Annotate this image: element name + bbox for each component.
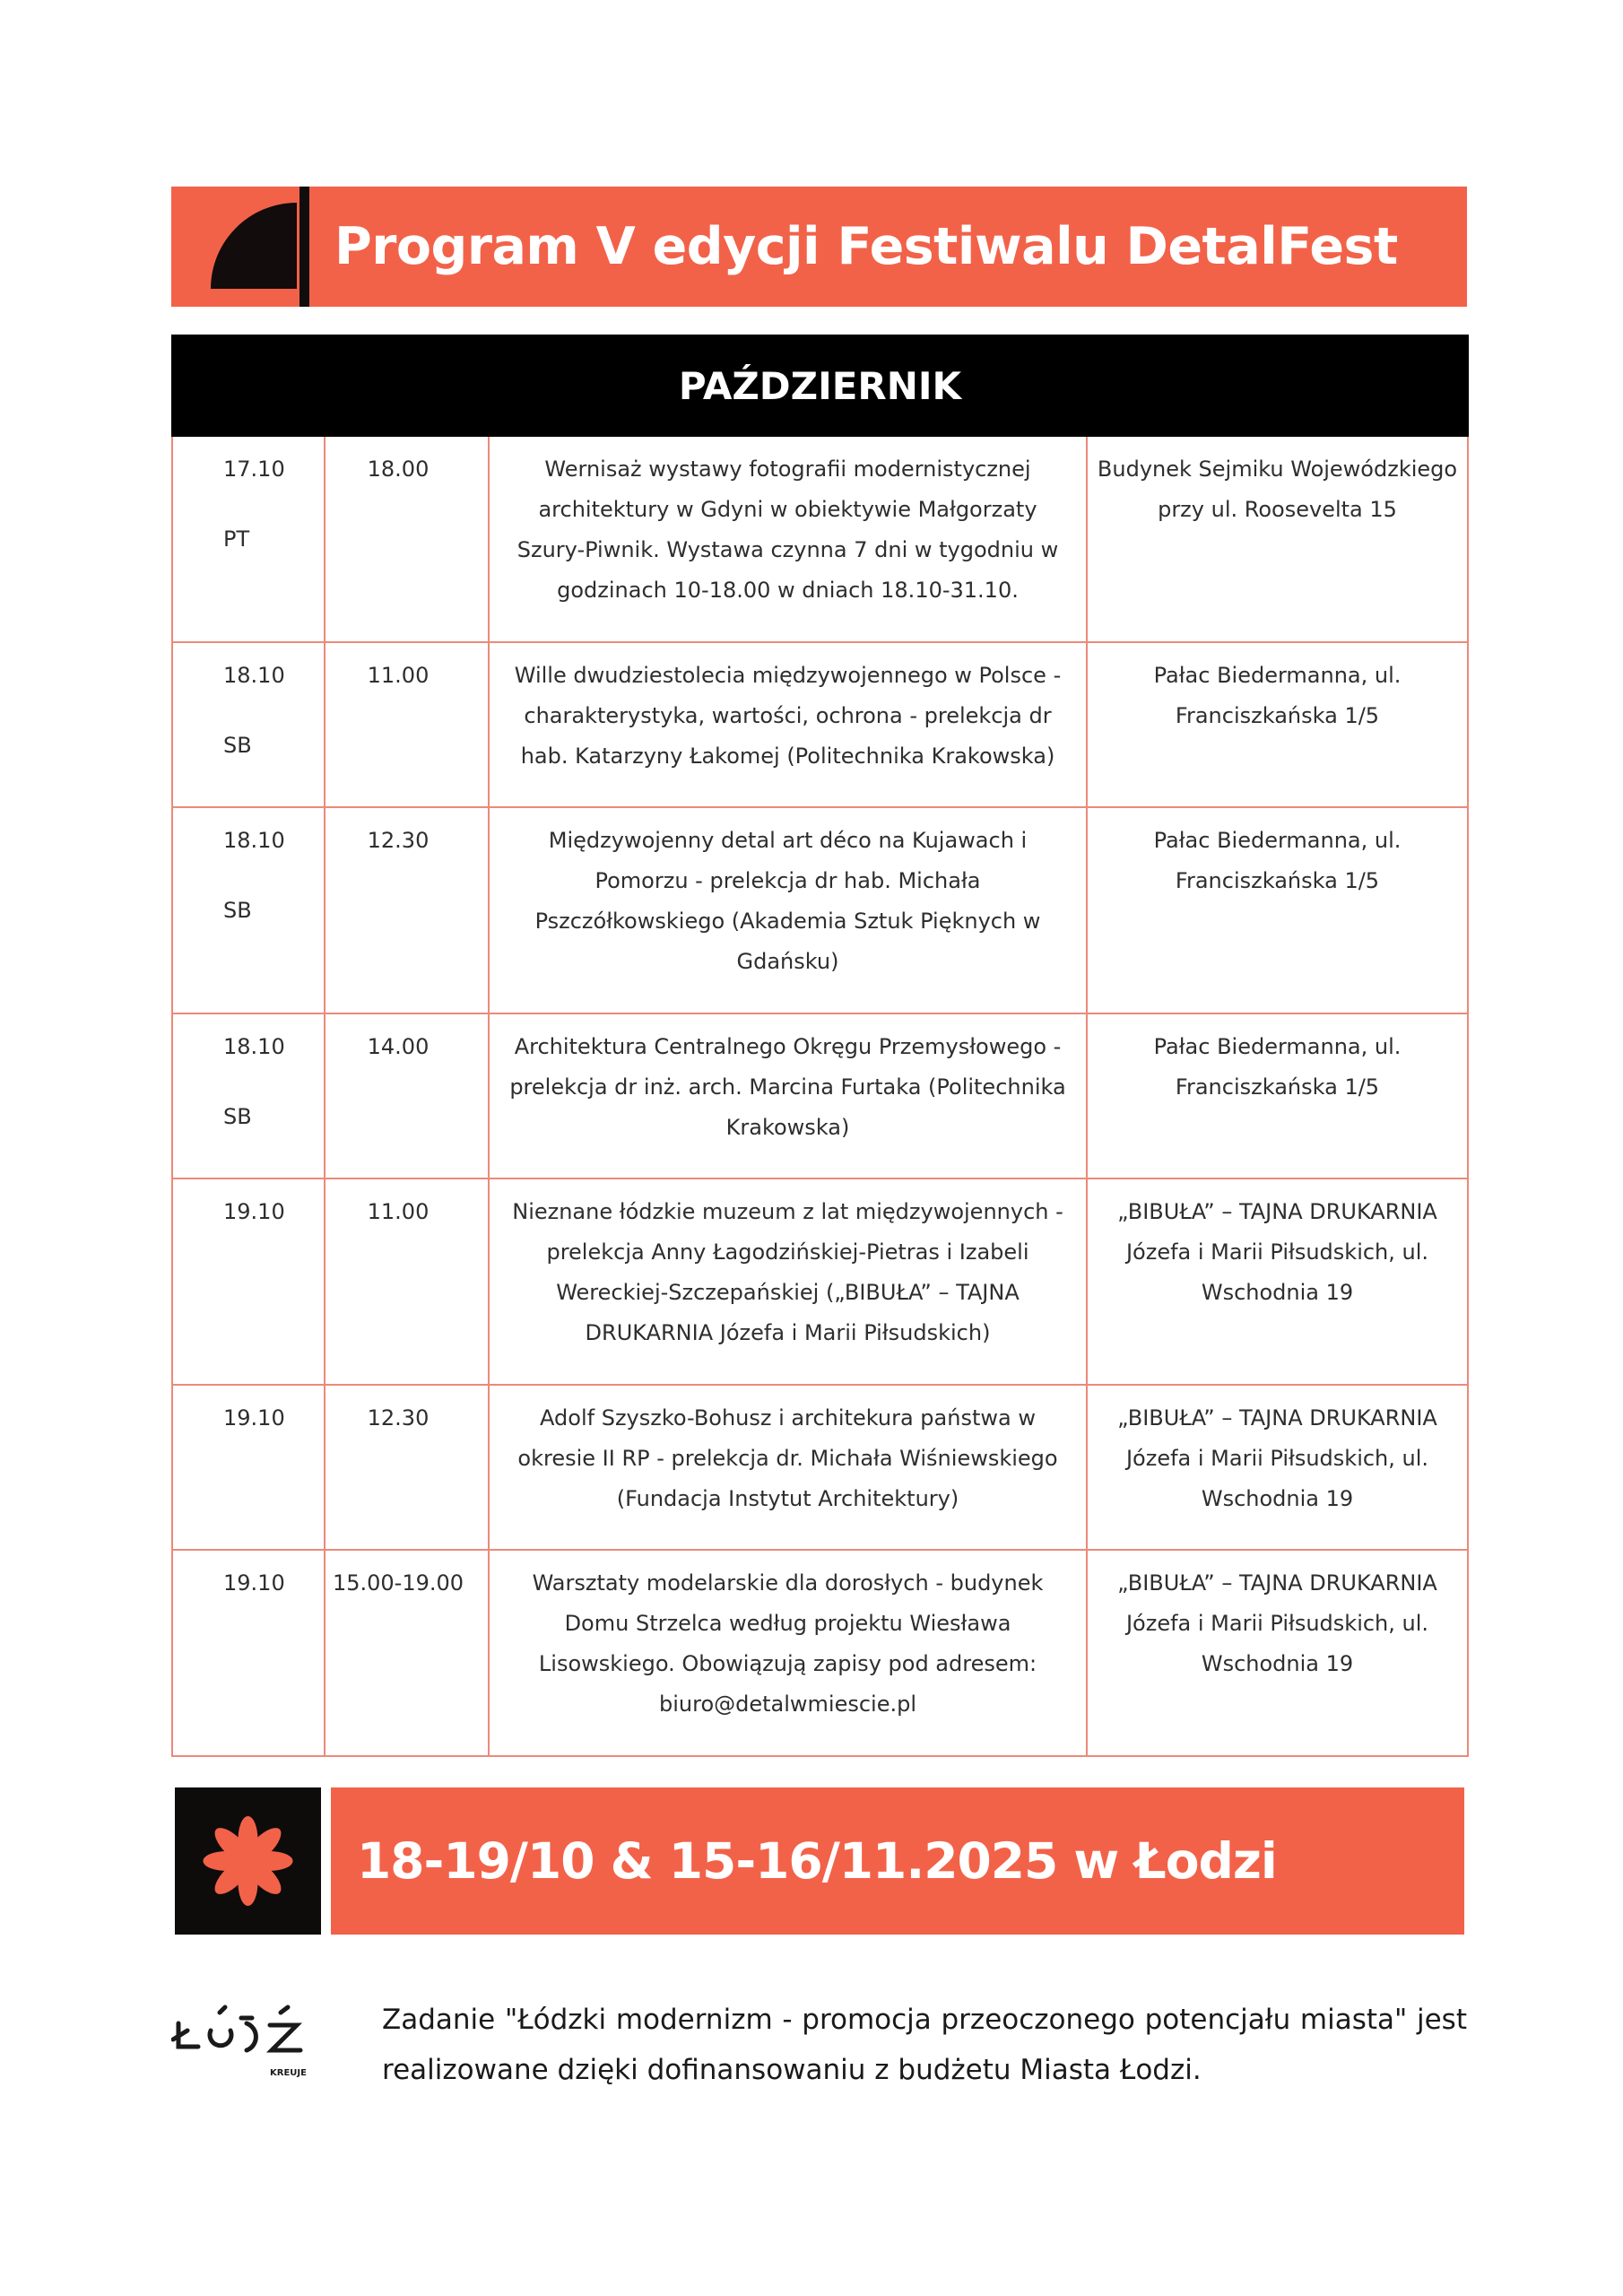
- date-cell: [172, 1385, 325, 1550]
- title-banner: [171, 187, 1467, 307]
- place-cell: „BIBUŁA” – TAJNA DRUKARNIA Józefa i Marii Piłsudskich, ul. Wschodnia 19: [1087, 1178, 1468, 1385]
- time-cell: 12.30: [325, 1385, 489, 1550]
- event-day: SB: [223, 733, 252, 758]
- funding-note: Zadanie "Łódzki modernizm - promocja przeoczonego potencjału miasta" jest realizowane dzięki dofinansowaniu z budżetu Miasta Łodzi.: [382, 2004, 1467, 2086]
- event-date: 19.10: [223, 1405, 285, 1431]
- event-date: 17.10: [223, 457, 285, 482]
- event-date: 19.10: [223, 1570, 285, 1596]
- date-cell: [172, 642, 325, 807]
- place-cell: Pałac Biedermanna, ul. Franciszkańska 1/5: [1087, 642, 1468, 807]
- description-cell: Architektura Centralnego Okręgu Przemysłowego - prelekcja dr inż. arch. Marcina Furtaka (Politechnika Krakowska): [489, 1013, 1087, 1178]
- table-row: [172, 1178, 1468, 1385]
- place-cell: Pałac Biedermanna, ul. Franciszkańska 1/5: [1087, 807, 1468, 1013]
- time-cell: 11.00: [325, 1178, 489, 1385]
- event-date: 18.10: [223, 828, 285, 853]
- table-row: [172, 642, 1468, 807]
- time-cell: 11.00: [325, 642, 489, 807]
- time-cell: 18.00: [325, 436, 489, 642]
- place-cell: Budynek Sejmiku Wojewódzkiego przy ul. Roosevelta 15: [1087, 436, 1468, 642]
- table-row: [172, 807, 1468, 1013]
- time-cell: 12.30: [325, 807, 489, 1013]
- description-cell: Nieznane łódzkie muzeum z lat międzywojennych - prelekcja Anny Łagodzińskiej-Pietras i Izabeli Wereckiej-Szczepańskiej („BIBUŁA” – TAJNA DRUKARNIA Józefa i Marii Piłsudskich): [489, 1178, 1087, 1385]
- event-date: 18.10: [223, 1034, 285, 1059]
- lodz-kreuje-logo: [171, 2004, 315, 2084]
- place-cell: „BIBUŁA” – TAJNA DRUKARNIA Józefa i Marii Piłsudskich, ul. Wschodnia 19: [1087, 1385, 1468, 1550]
- month-header: PAŹDZIERNIK: [172, 335, 1468, 436]
- page-title: Program V edycji Festiwalu DetalFest: [334, 217, 1398, 276]
- event-date: 18.10: [223, 663, 285, 688]
- description-cell: Wille dwudziestolecia międzywojennego w Polsce - charakterystyka, wartości, ochrona - prelekcja dr hab. Katarzyny Łakomej (Politechnika Krakowska): [489, 642, 1087, 807]
- event-day: PT: [223, 526, 250, 552]
- date-cell: [172, 1013, 325, 1178]
- description-cell: Warsztaty modelarskie dla dorosłych - budynek Domu Strzelca według projektu Wiesława Lisowskiego. Obowiązują zapisy pod adresem: biuro@detalwmiescie.pl: [489, 1550, 1087, 1756]
- festival-dates: 18-19/10 & 15-16/11.2025 w Łodzi: [357, 1832, 1277, 1890]
- event-day: SB: [223, 898, 252, 923]
- program-table: [171, 335, 1469, 1757]
- flower-icon: [175, 1787, 321, 1935]
- place-cell: Pałac Biedermanna, ul. Franciszkańska 1/5: [1087, 1013, 1468, 1178]
- time-cell: 14.00: [325, 1013, 489, 1178]
- description-cell: Adolf Szyszko-Bohusz i architekura państwa w okresie II RP - prelekcja dr. Michała Wiśniewskiego (Fundacja Instytut Architektury): [489, 1385, 1087, 1550]
- time-cell: 15.00-19.00: [325, 1550, 489, 1756]
- description-cell: Międzywojenny detal art déco na Kujawach i Pomorzu - prelekcja dr hab. Michała Pszczółkowskiego (Akademia Sztuk Pięknych w Gdańsku): [489, 807, 1087, 1013]
- table-row: [172, 436, 1468, 642]
- description-cell: Wernisaż wystawy fotografii modernistycznej architektury w Gdyni w obiektywie Małgorzaty Szury-Piwnik. Wystawa czynna 7 dni w tygodniu w godzinach 10-18.00 w dniach 18.10-31.10.: [489, 436, 1087, 642]
- svg-text:KREUJE: KREUJE: [270, 2068, 307, 2078]
- table-row: [172, 1550, 1468, 1756]
- banner-divider: [299, 187, 309, 307]
- date-cell: [172, 436, 325, 642]
- quarter-circle-icon: [211, 203, 297, 289]
- date-cell: [172, 807, 325, 1013]
- date-cell: [172, 1178, 325, 1385]
- table-row: [172, 1385, 1468, 1550]
- table-row: [172, 1013, 1468, 1178]
- event-date: 19.10: [223, 1199, 285, 1224]
- event-day: SB: [223, 1104, 252, 1129]
- dates-banner: [331, 1787, 1464, 1935]
- date-cell: [172, 1550, 325, 1756]
- place-cell: „BIBUŁA” – TAJNA DRUKARNIA Józefa i Marii Piłsudskich, ul. Wschodnia 19: [1087, 1550, 1468, 1756]
